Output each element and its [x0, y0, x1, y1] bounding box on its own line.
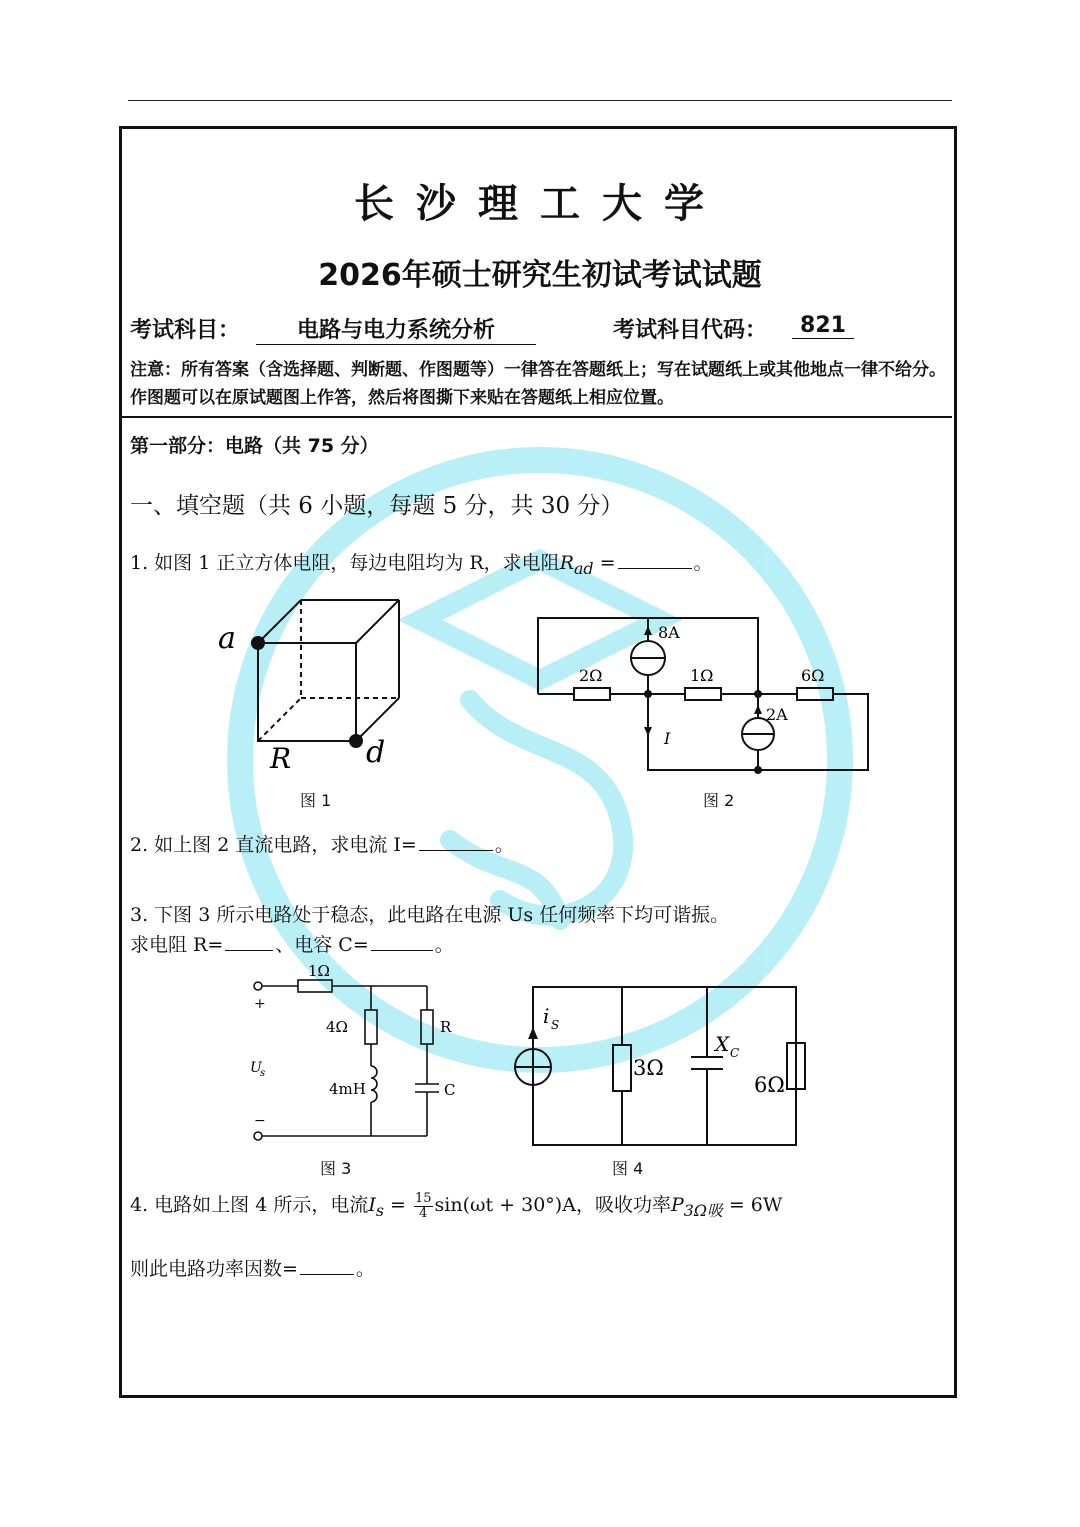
fig3-r1-label: 1Ω	[308, 962, 330, 980]
question-3-line-1: 3. 下图 3 所示电路处于稳态，此电路在电源 Us 任何频率下均可谐振。	[130, 904, 730, 926]
question-4-text: 4. 电路如上图 4 所示，电流	[130, 1194, 369, 1216]
question-1	[130, 548, 713, 578]
header-separator	[122, 416, 952, 418]
figure-1-caption: 图 1	[300, 791, 332, 810]
question-1-sub: ad	[574, 558, 594, 578]
question-4-end: 。	[355, 1258, 375, 1280]
fig4-is-sub: S	[551, 1018, 560, 1032]
fig3-plus: +	[254, 996, 266, 1012]
fig3-minus: −	[254, 1113, 266, 1129]
fraction-numerator: 15	[414, 1190, 432, 1206]
question-4-p-sub: 3Ω吸	[683, 1200, 723, 1220]
fig3-l-label: 4mH	[329, 1080, 366, 1098]
resistor-2ohm-label: 2Ω	[579, 666, 603, 685]
fig4-xc-sub: C	[730, 1046, 740, 1060]
node-a-label: a	[218, 621, 236, 656]
question-4-eq: =	[383, 1194, 412, 1216]
figure-1-cube	[200, 590, 430, 810]
answer-blank-1[interactable]	[618, 567, 692, 569]
answer-blank-4[interactable]	[300, 1273, 354, 1275]
fig3-us-label: U	[250, 1060, 262, 1076]
current-i-label: I	[664, 729, 671, 748]
question-2	[130, 830, 514, 857]
question-1-text: 1. 如图 1 正立方体电阻，每边电阻均为 R，求电阻	[130, 552, 560, 574]
code-field	[792, 313, 854, 339]
figure-2-circuit	[530, 610, 880, 785]
question-1-end: 。	[693, 552, 713, 574]
question-2-text: 2. 如上图 2 直流电路，求电流 I=	[130, 834, 417, 856]
resistor-6ohm-label: 6Ω	[801, 666, 825, 685]
question-4-p: P	[670, 1194, 684, 1216]
question-4-is-sub: s	[375, 1200, 384, 1220]
question-4-pf-label: 则此电路功率因数=	[130, 1258, 298, 1280]
resistor-1ohm-label: 1Ω	[690, 666, 714, 685]
question-3-r-label: 求电阻 R=	[130, 934, 224, 956]
figure-4-circuit	[505, 975, 815, 1155]
fraction-denominator: 4	[419, 1205, 428, 1221]
question-4-line-2	[130, 1254, 375, 1281]
question-4	[130, 1190, 782, 1221]
question-4-is: I	[368, 1194, 376, 1216]
question-4-fraction	[414, 1192, 433, 1221]
fig4-r6-label: 6Ω	[754, 1073, 785, 1097]
fig4-r3-label: 3Ω	[633, 1056, 664, 1080]
figure-4-caption: 图 4	[612, 1159, 644, 1178]
fig3-us-sub: s	[260, 1068, 266, 1079]
fig3-r4-label: 4Ω	[326, 1018, 348, 1036]
fig4-xc-label: X	[715, 1032, 730, 1056]
exam-title: 2026年硕士研究生初试考试试题	[318, 258, 762, 293]
part-title: 第一部分：电路（共 75 分）	[130, 435, 379, 457]
edge-r-label: R	[270, 742, 292, 775]
fig4-is-label: i	[543, 1004, 550, 1028]
question-4-mid: ，吸收功率	[575, 1194, 671, 1216]
question-1-eq: =	[593, 552, 616, 574]
figure-3-circuit	[240, 962, 470, 1152]
question-3-end: 。	[434, 934, 454, 956]
subject-value: 电路与电力系统分析	[256, 313, 536, 345]
source-2a-label: 2A	[766, 705, 788, 724]
question-4-p-val: = 6W	[722, 1194, 783, 1216]
figure-3-caption: 图 3	[320, 1159, 352, 1178]
fig3-r-label: R	[440, 1018, 452, 1036]
answer-blank-3r[interactable]	[225, 949, 273, 951]
answer-blank-2[interactable]	[419, 849, 493, 851]
figure-2-caption: 图 2	[703, 791, 735, 810]
subject-label: 考试科目：	[130, 318, 241, 343]
question-4-expr: sin(ωt + 30°)A	[434, 1194, 576, 1216]
code-value: 821	[792, 313, 854, 339]
code-label: 考试科目代码：	[613, 318, 768, 343]
university-name: 长沙理工大学	[354, 180, 726, 227]
answer-blank-3c[interactable]	[371, 949, 433, 951]
section-title: 一、填空题（共 6 小题，每题 5 分，共 30 分）	[130, 493, 624, 519]
question-3-line-2	[130, 930, 454, 957]
question-1-var: R	[559, 552, 574, 574]
notice: 注意：所有答案（含选择题、判断题、作图题等）一律答在答题纸上；写在试题纸上或其他地点一律不给分。作图题可以在原试题图上作答，然后将图撕下来贴在答题纸上相应位置。	[130, 360, 946, 408]
subject-field	[256, 313, 536, 345]
fig3-c-label: C	[444, 1081, 456, 1099]
top-rule	[128, 100, 952, 101]
question-2-end: 。	[494, 834, 514, 856]
node-d-label: d	[366, 735, 386, 770]
source-8a-label: 8A	[658, 623, 680, 642]
question-3-c-label: 、电容 C=	[275, 934, 369, 956]
